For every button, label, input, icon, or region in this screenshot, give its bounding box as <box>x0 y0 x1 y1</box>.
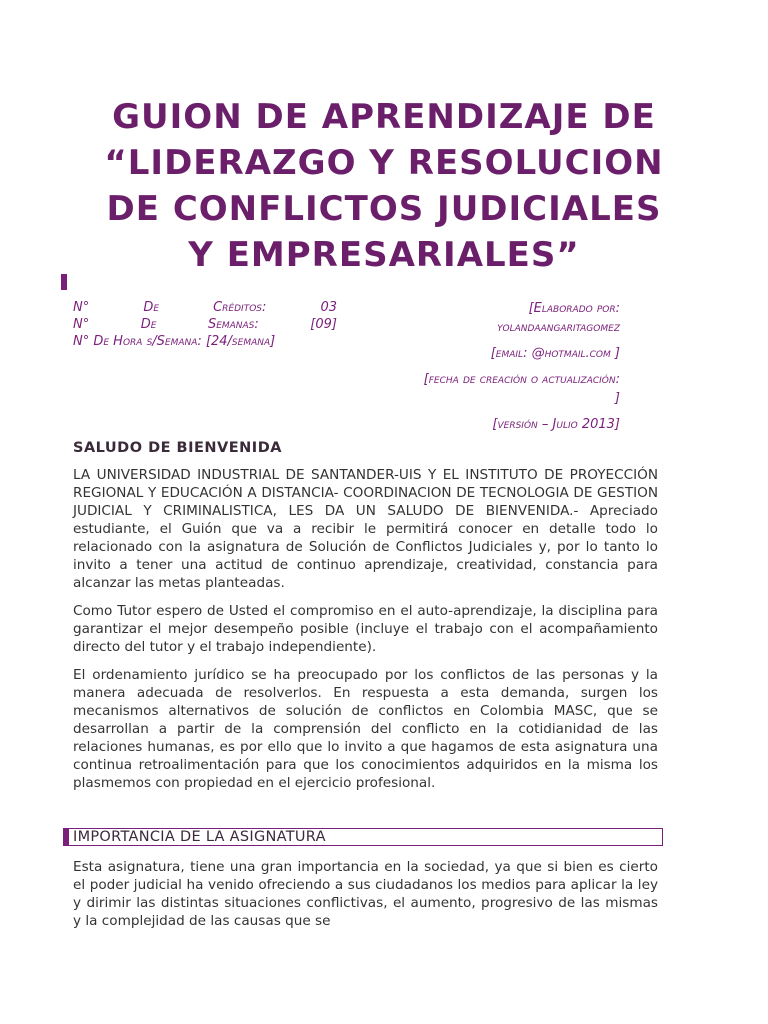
welcome-section <box>73 440 658 802</box>
author-name: yolandaangaritagomez <box>497 320 620 335</box>
semanas-de: De <box>140 317 157 332</box>
creditos-row <box>73 299 337 316</box>
importancia-heading: IMPORTANCIA DE LA ASIGNATURA <box>73 829 326 845</box>
fecha-close: ] <box>614 391 620 406</box>
welcome-paragraph-1: LA UNIVERSIDAD INDUSTRIAL DE SANTANDER-UIS Y EL INSTITUTO DE PROYECCIÓN REGIONAL Y EDUCACIÓN A DISTANCIA- COORDINACION DE TECNOLOGIA DE GESTION JUDICIAL Y CRIMINALISTICA, LES DA UN SALUDO DE BIENVENIDA.- Apreciado estudiante, el Guión que va a recibir le permitirá conocer en detalle todo lo relacionado con la asignatura de Solución de Conflictos Judiciales y, por lo tanto lo invito a tener una actitud de continuo aprendizaje, creatividad, constancia para alcanzar las metas planteadas. <box>73 467 658 591</box>
title-line-2: “LIDERAZGO Y RESOLUCION <box>104 143 664 183</box>
course-meta <box>73 299 337 350</box>
welcome-paragraph-2: Como Tutor espero de Usted el compromiso en el auto-aprendizaje, la disciplina para garantizar el mejor desempeño posible (incluye el trabajo con el acompañamiento directo del tutor y el trabajo independiente). <box>73 603 658 655</box>
document-title <box>40 94 728 278</box>
fecha-label: [fecha de creación o actualización: <box>423 372 620 387</box>
version-label: [versión – Julio 2013] <box>492 417 620 432</box>
title-line-4: Y EMPRESARIALES” <box>188 235 580 275</box>
title-line-1: GUION DE APRENDIZAJE DE <box>112 97 656 137</box>
paragraph-marker <box>61 274 67 290</box>
importancia-paragraph-1: Esta asignatura, tiene una gran importancia en la sociedad, ya que si bien es cierto el poder judicial ha venido ofreciendo a sus ciudadanos los medios para aplicar la ley y dirimir las distintas situaciones conflictivas, el aumento, progresivo de las mismas y la complejidad de las causas que se <box>73 859 658 929</box>
title-line-3: DE CONFLICTOS JUDICIALES <box>106 189 662 229</box>
welcome-paragraph-3: El ordenamiento jurídico se ha preocupado por los conflictos de las personas y la manera adecuada de resolverlos. En respuesta a esta demanda, surgen los mecanismos alternativos de solución de conflictos en Colombia MASC, que se desarrollan a partir de la comprensión del conflicto en la cotidianidad de las relaciones humanas, es por ello que lo invito a que hagamos de esta asignatura una continua retroalimentación para que los conocimientos adquiridos en la misma los plasmemos con propiedad en el ejercicio profesional. <box>73 667 658 791</box>
creditos-number-label: N° <box>73 300 90 315</box>
semanas-number-label: N° <box>73 317 90 332</box>
author-meta <box>350 299 620 441</box>
importancia-section <box>73 858 658 940</box>
semanas-name: Semanas: <box>207 317 259 332</box>
author-email: [email: @hotmail.com ] <box>490 346 620 361</box>
creditos-value: 03 <box>320 300 337 315</box>
creditos-de: De <box>143 300 160 315</box>
horas-row: N° De Hora s/Semana: [24/semana] <box>73 334 276 349</box>
creditos-name: Créditos: <box>213 300 267 315</box>
semanas-value: [09] <box>310 317 337 332</box>
elaborado-label: [Elaborado por: <box>528 301 620 316</box>
semanas-row <box>73 316 337 333</box>
welcome-heading: SALUDO DE BIENVENIDA <box>73 440 282 456</box>
